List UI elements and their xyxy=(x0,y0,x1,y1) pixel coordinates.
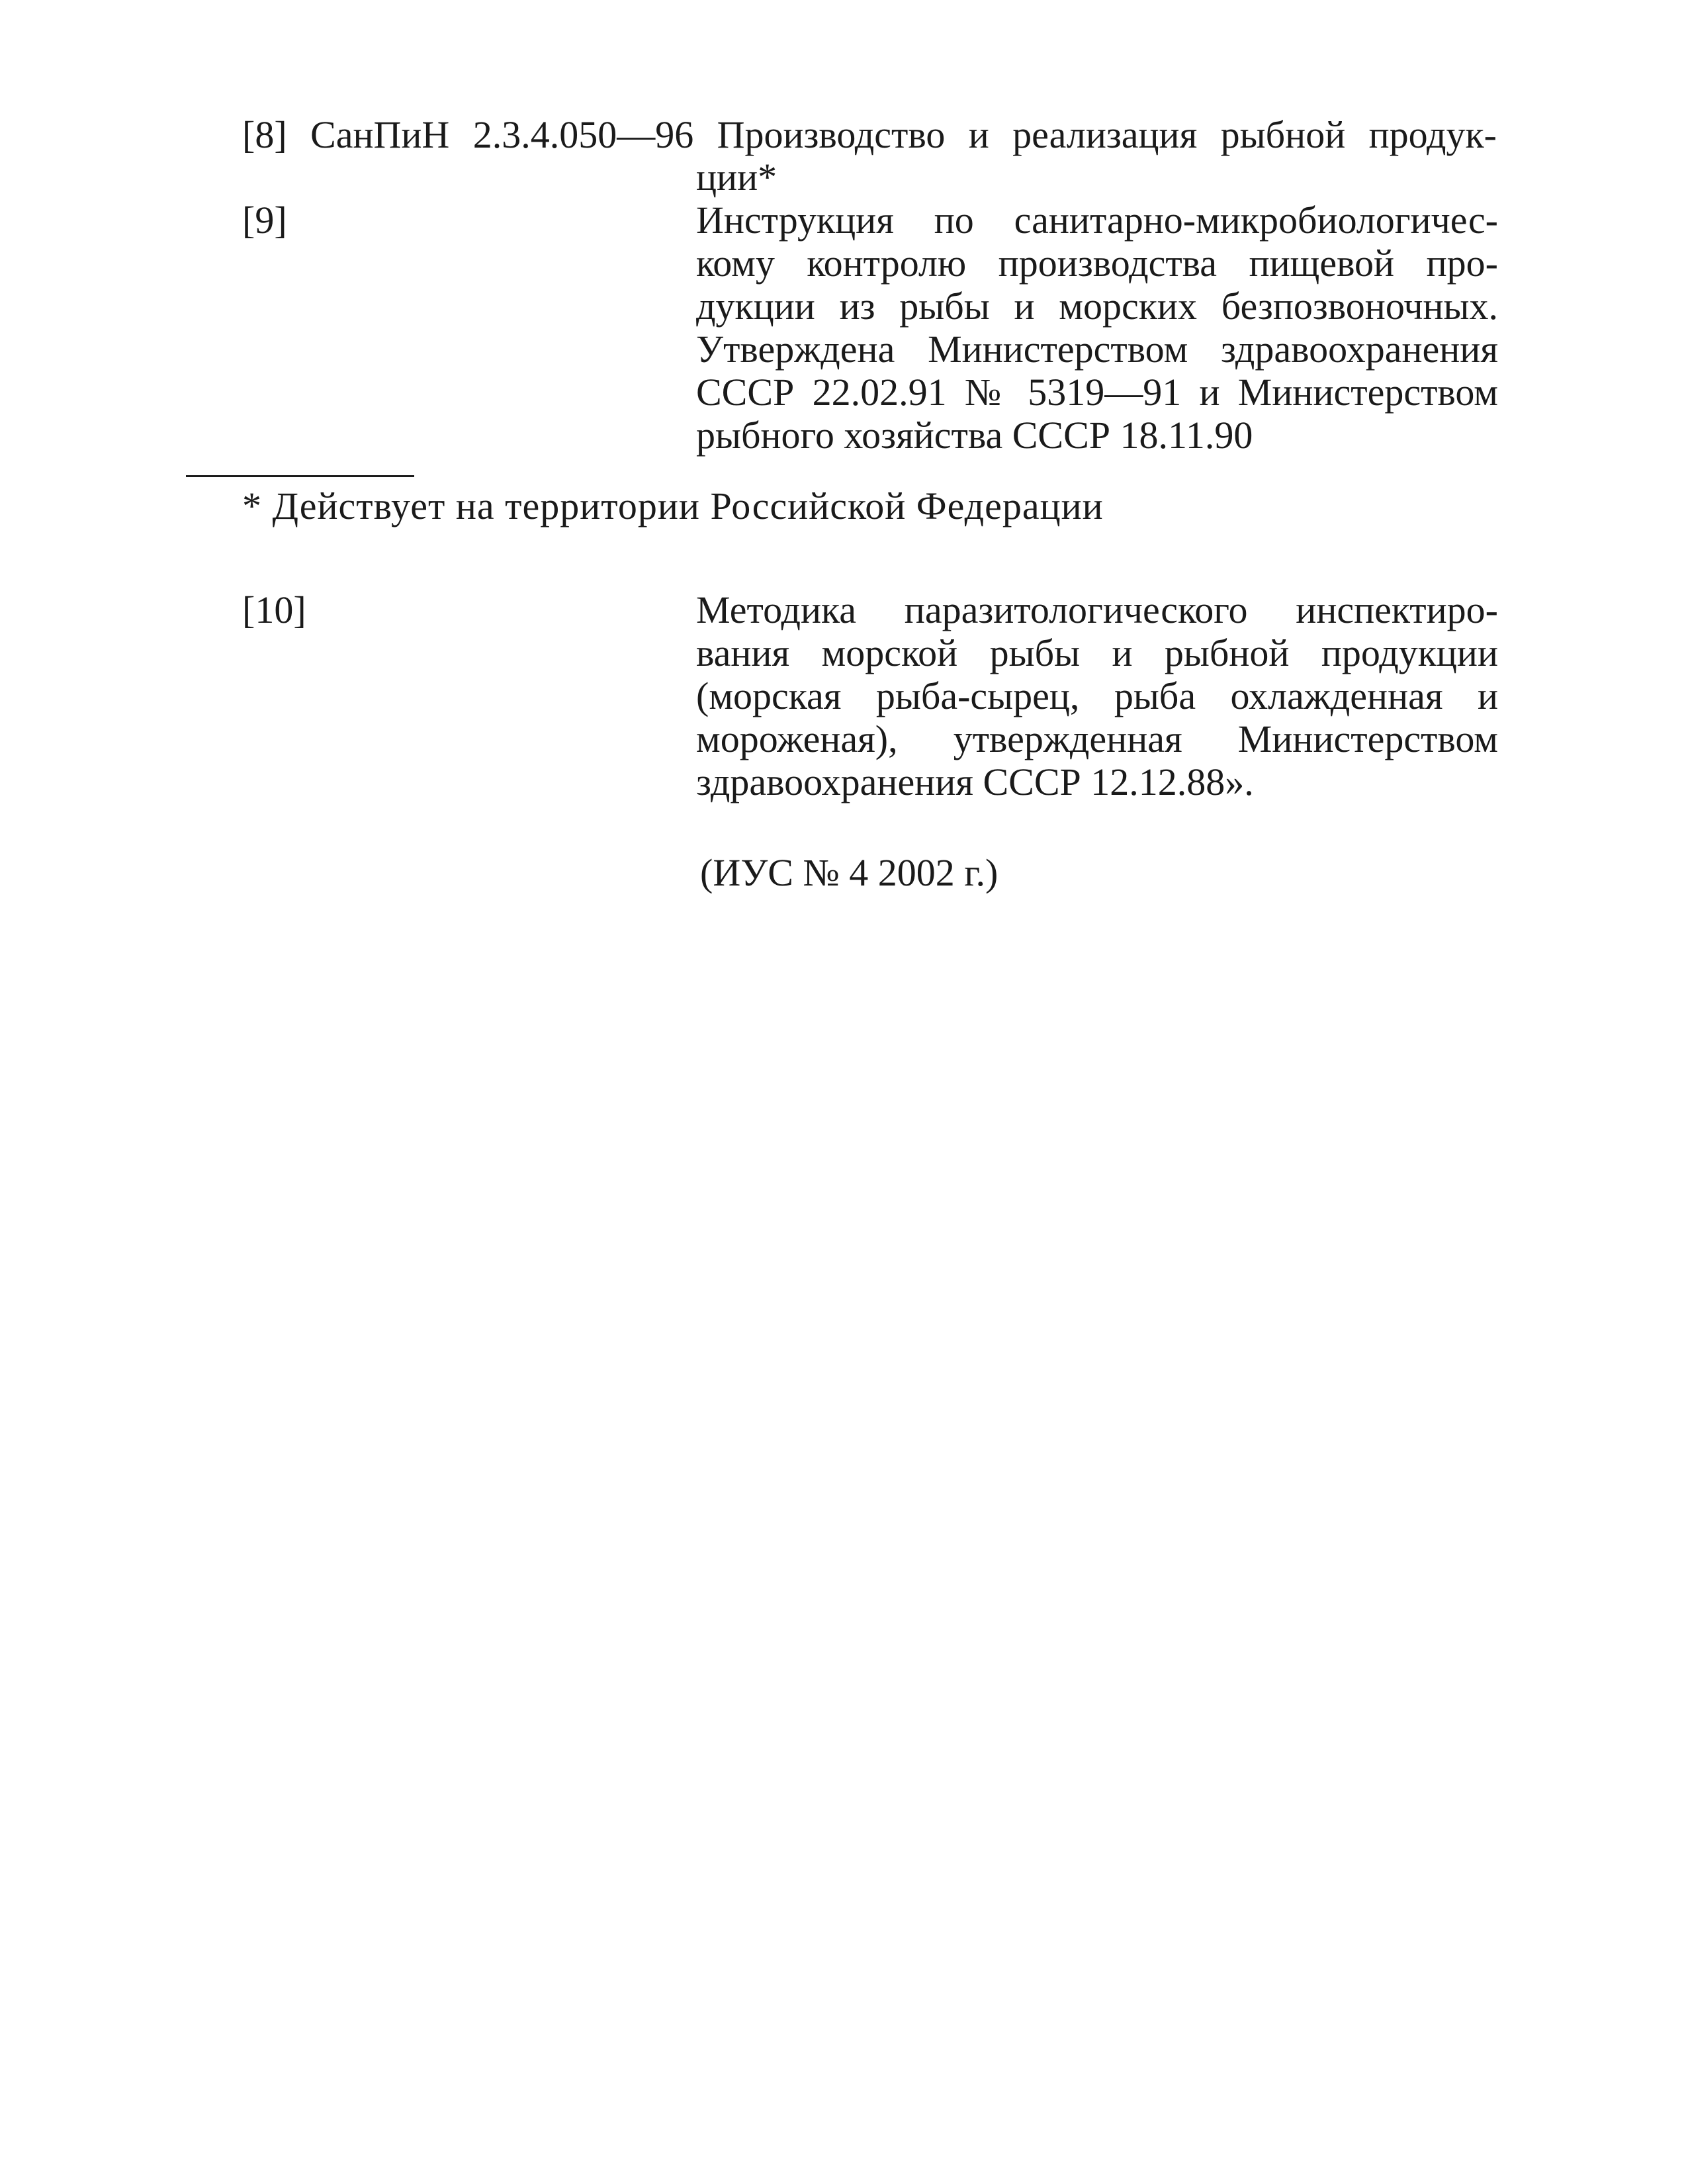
ref10-line: здравоохранения СССР 12.12.88». xyxy=(696,760,1254,803)
ref10-line: Методика паразитологического инспектиро- xyxy=(696,588,1498,631)
ref8-line1: [8] СанПиН 2.3.4.050—96 Производство и реализация рыбной продук- xyxy=(242,113,1497,156)
footnote: * Действует на территории Российской Федерации xyxy=(242,484,1104,527)
ref10-number: [10] xyxy=(242,588,306,631)
ref9-number: [9] xyxy=(242,199,287,242)
ref10-line: вания морской рыбы и рыбной продукции xyxy=(696,631,1498,674)
ref8-line2: ции* xyxy=(696,156,777,199)
ref10-line: (морская рыба-сырец, рыба охлажденная и xyxy=(696,674,1498,717)
ref9-line: Утверждена Министерством здравоохранения xyxy=(696,328,1498,371)
source-note: (ИУС № 4 2002 г.) xyxy=(700,851,998,894)
footnote-rule xyxy=(186,475,414,477)
ref9-line: кому контролю производства пищевой про- xyxy=(696,242,1498,285)
ref9-line: Инструкция по санитарно-микробиологичес- xyxy=(696,199,1498,242)
ref9-line: СССР 22.02.91 № 5319—91 и Министерством xyxy=(696,371,1498,414)
ref10-line: мороженая), утвержденная Министерством xyxy=(696,717,1498,760)
ref9-line: рыбного хозяйства СССР 18.11.90 xyxy=(696,414,1253,457)
ref9-line: дукции из рыбы и морских безпозвоночных. xyxy=(696,285,1498,328)
